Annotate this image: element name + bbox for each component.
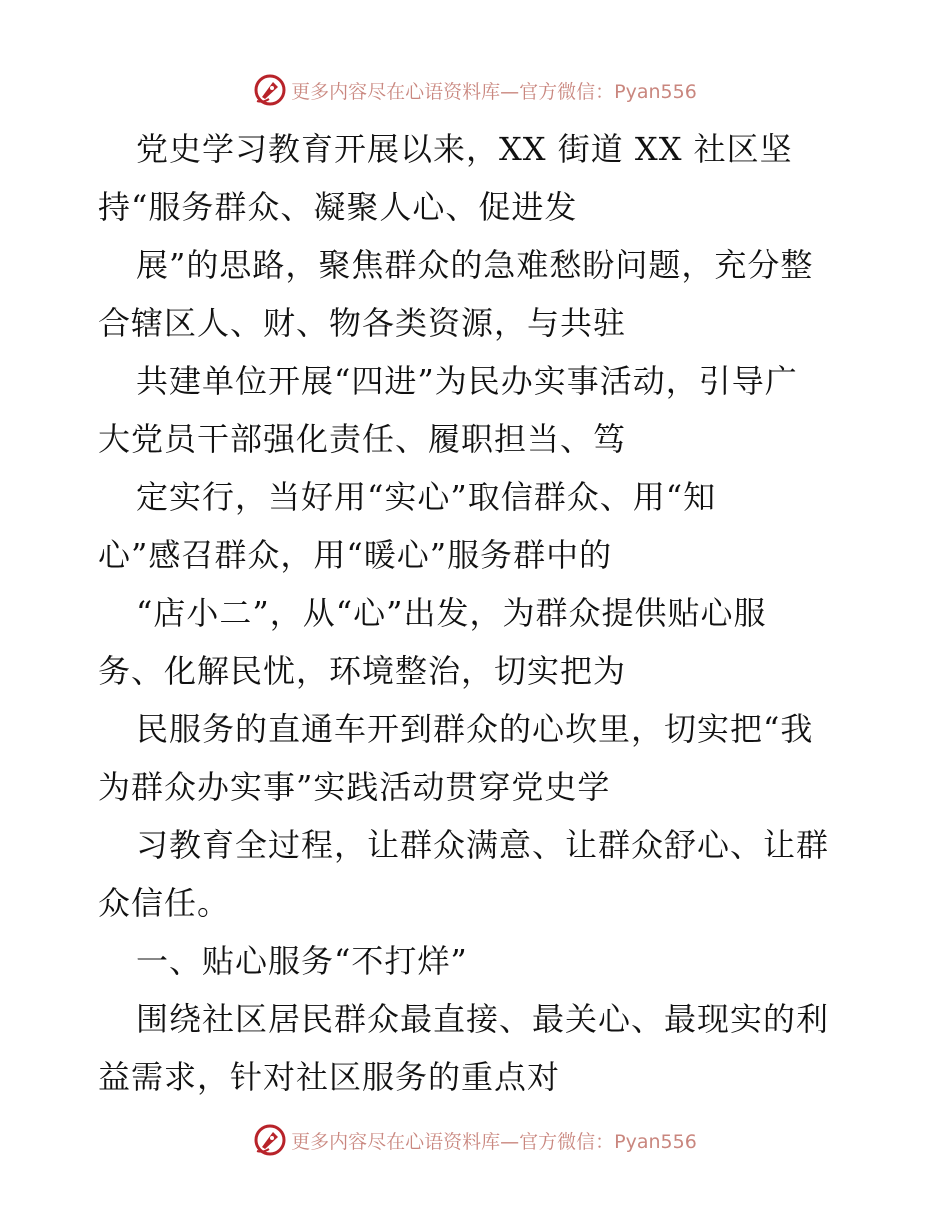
text-line: 持“服务群众、凝聚人心、促进发 (98, 188, 578, 226)
text-line: 民服务的直通车开到群众的心坎里，切实把“我 (136, 710, 814, 748)
text-line: 习教育全过程，让群众满意、让群众舒心、让群 (136, 826, 830, 864)
text-line: 围绕社区居民群众最直接、最关心、最现实的利 (136, 1000, 830, 1038)
text-line: 大党员干部强化责任、履职担当、笃 (98, 420, 627, 458)
text-line: 共建单位开展“四进”为民办实事活动，引导广 (136, 362, 798, 400)
header-watermark (0, 72, 950, 108)
text-line: 心”感召群众，用“暖心”服务群中的 (98, 536, 613, 574)
pen-nib-logo-icon (253, 1123, 287, 1157)
watermark-text: 更多内容尽在心语资料库—官方微信：Pyan556 (291, 1130, 697, 1153)
footer-watermark (0, 1122, 950, 1158)
text-line: “店小二”，从“心”出发，为群众提供贴心服 (136, 594, 767, 632)
pen-nib-logo-icon (253, 73, 287, 107)
text-line: 众信任。 (98, 884, 231, 922)
text-line: 定实行，当好用“实心”取信群众、用“知 (136, 478, 717, 516)
text-line: 务、化解民忧，环境整治，切实把为 (98, 652, 627, 690)
text-line: 益需求，针对社区服务的重点对 (98, 1058, 561, 1096)
text-line: 合辖区人、财、物各类资源，与共驻 (98, 304, 627, 342)
watermark-text: 更多内容尽在心语资料库—官方微信：Pyan556 (291, 80, 697, 103)
text-line: 为群众办实事”实践活动贯穿党史学 (98, 768, 611, 806)
text-line: 党史学习教育开展以来，XX 街道 XX 社区坚 (136, 130, 793, 168)
text-line: 展”的思路，聚焦群众的急难愁盼问题，充分整 (136, 246, 814, 284)
text-line: 一、贴心服务“不打烊” (136, 942, 468, 980)
